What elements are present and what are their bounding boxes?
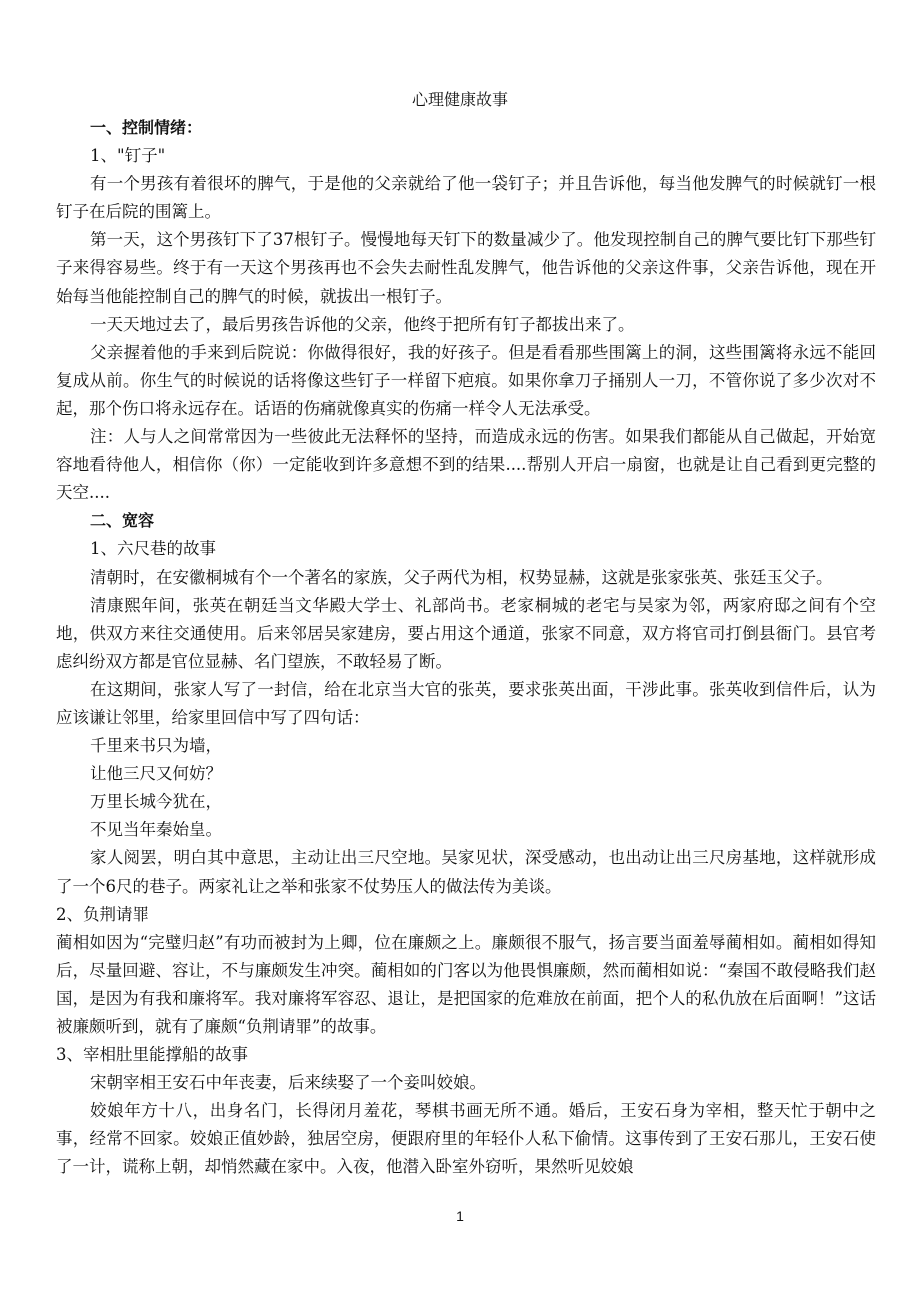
paragraph: 注：人与人之间常常因为一些彼此无法释怀的坚持，而造成永远的伤害。如果我们都能从自己做起，开始宽容地看待他人，相信你（你）一定能收到许多意想不到的结果....帮别人开启一扇窗，也就是让自己看到更完整的天空.... [56, 427, 876, 503]
paragraph: 在这期间，张家人写了一封信，给在北京当大官的张英，要求张英出面，干涉此事。张英收到信件后，认为应该谦让邻里，给家里回信中写了四句话： [56, 679, 876, 727]
story-title: 1、六尺巷的故事 [90, 539, 216, 559]
story-title: 1、"钉子" [90, 146, 166, 166]
paragraph: 宋朝宰相王安石中年丧妻，后来续娶了一个妾叫姣娘。 [90, 1073, 486, 1093]
paragraph: 清朝时，在安徽桐城有个一个著名的家族，父子两代为相，权势显赫，这就是张家张英、张廷玉父子。 [90, 567, 833, 587]
page-number: 1 [456, 1208, 464, 1224]
document-title: 心理健康故事 [411, 90, 508, 109]
paragraph: 姣娘年方十八，出身名门，长得闭月羞花，琴棋书画无所不通。婚后，王安石身为宰相，整天忙于朝中之事，经常不回家。姣娘正值妙龄，独居空房，便跟府里的年轻仆人私下偷情。这事传到了王安石那儿，王安石使了一计，谎称上朝，却悄然藏在家中。入夜，他潜入卧室外窃听，果然听见姣娘 [56, 1101, 876, 1177]
document-body [56, 114, 876, 1182]
paragraph: 清康熙年间，张英在朝廷当文华殿大学士、礼部尚书。老家桐城的老宅与吴家为邻，两家府邸之间有个空地，供双方来往交通使用。后来邻居吴家建房，要占用这个通道，张家不同意，双方将官司打倒县衙门。县官考虑纠纷双方都是官位显赫、名门望族，不敢轻易了断。 [56, 595, 876, 671]
section-heading: 一、控制情绪： [90, 118, 203, 137]
paragraph: 第一天，这个男孩钉下了37根钉子。慢慢地每天钉下的数量减少了。他发现控制自己的脾气要比钉下那些钉子来得容易些。终于有一天这个男孩再也不会失去耐性乱发脾气，他告诉他的父亲这件事，父亲告诉他，现在开始每当他能控制自己的脾气的时候，就拔出一根钉子。 [56, 230, 876, 306]
paragraph: 一天天地过去了，最后男孩告诉他的父亲，他终于把所有钉子都拔出来了。 [90, 314, 635, 334]
paragraph: 蔺相如因为“完璧归赵”有功而被封为上卿，位在廉颇之上。廉颇很不服气，扬言要当面羞辱蔺相如。蔺相如得知后，尽量回避、容让，不与廉颇发生冲突。蔺相如的门客以为他畏惧廉颇，然而蔺相如说：“秦国不敢侵略我们赵国，是因为有我和廉将军。我对廉将军容忍、退让，是把国家的危难放在前面，把个人的私仇放在后面啊！”这话被廉颇听到，就有了廉颇“负荆请罪”的故事。 [56, 932, 876, 1036]
story-title: 3、宰相肚里能撑船的故事 [56, 1045, 248, 1065]
paragraph: 有一个男孩有着很坏的脾气，于是他的父亲就给了他一袋钉子；并且告诉他，每当他发脾气的时候就钉一根钉子在后院的围篱上。 [56, 174, 876, 222]
poem-line: 千里来书只为墙， [90, 736, 222, 756]
poem-line: 让他三尺又何妨？ [90, 764, 222, 784]
paragraph: 家人阅罢，明白其中意思，主动让出三尺空地。吴家见状，深受感动，也出动让出三尺房基地，这样就形成了一个6尺的巷子。两家礼让之举和张家不仗势压人的做法传为美谈。 [56, 848, 876, 896]
story-title: 2、负荆请罪 [56, 904, 149, 924]
poem-line: 不见当年秦始皇。 [90, 820, 222, 840]
paragraph: 父亲握着他的手来到后院说：你做得很好，我的好孩子。但是看看那些围篱上的洞，这些围篱将永远不能回复成从前。你生气的时候说的话将像这些钉子一样留下疤痕。如果你拿刀子捅别人一刀，不管你说了多少次对不起，那个伤口将永远存在。话语的伤痛就像真实的伤痛一样令人无法承受。 [56, 342, 876, 418]
section-heading: 二、宽容 [90, 511, 155, 531]
poem-line: 万里长城今犹在， [90, 792, 222, 812]
